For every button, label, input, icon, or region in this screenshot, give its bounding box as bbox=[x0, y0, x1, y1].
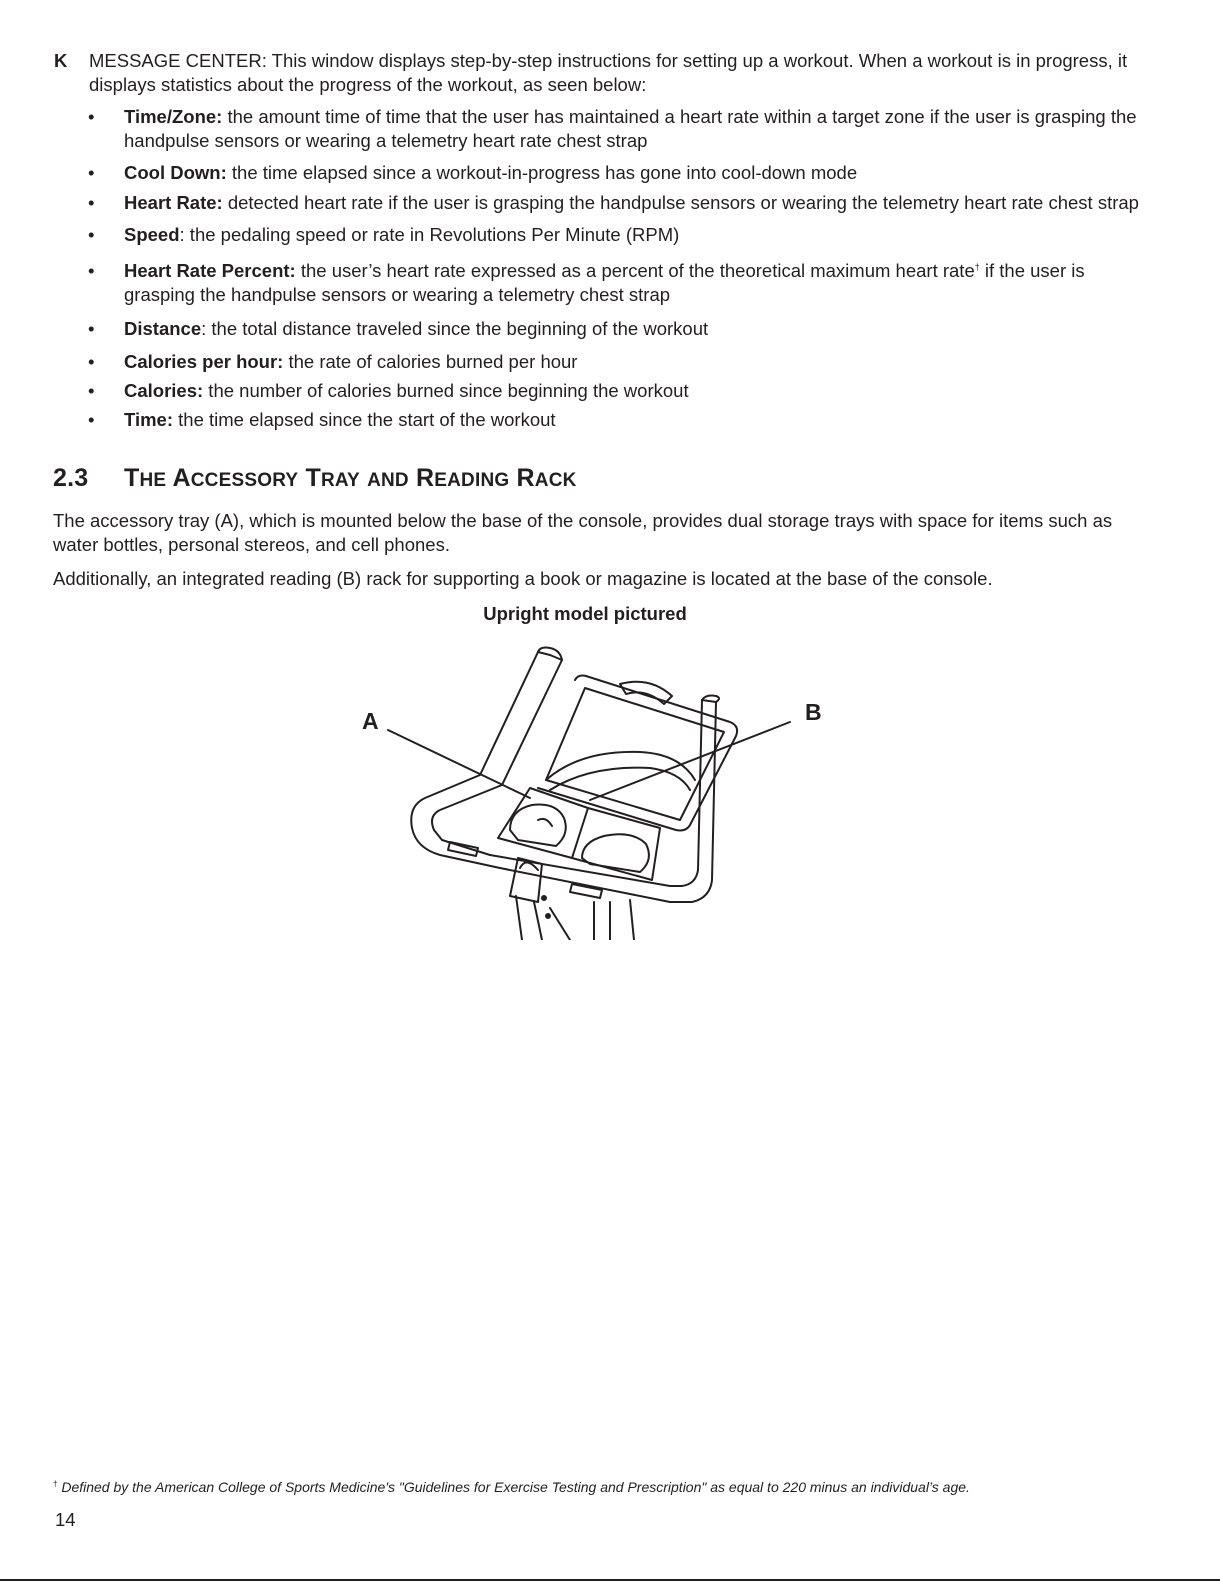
bullet-icon: • bbox=[88, 318, 95, 339]
bullet-icon: • bbox=[88, 162, 95, 183]
list-item-term: Cool Down: bbox=[124, 162, 227, 183]
reading-rack-paragraph: Additionally, an integrated reading (B) rack for supporting a book or magazine is located at the base of the console. bbox=[53, 568, 993, 589]
list-item-speed bbox=[88, 223, 1144, 247]
list-item-text-tail: if the user is grasping the handpulse sensors or wearing a telemetry chest strap bbox=[124, 260, 1085, 305]
label-a: A bbox=[362, 708, 379, 734]
list-item-term: Calories: bbox=[124, 380, 204, 401]
list-item-term: Heart Rate: bbox=[124, 192, 223, 213]
list-item-text: the number of calories burned since beginning the workout bbox=[203, 380, 689, 401]
message-center-section bbox=[54, 49, 1144, 432]
footnote bbox=[53, 1479, 970, 1495]
list-item-term: Time: bbox=[124, 409, 174, 430]
page-number: 14 bbox=[55, 1509, 76, 1530]
list-item-text: detected heart rate if the user is grasping the handpulse sensors or wearing the telemetry heart rate chest strap bbox=[222, 192, 1139, 213]
heading-word: TRAY bbox=[305, 464, 360, 492]
footnote-text: Defined by the American College of Sports Medicine's "Guidelines for Exercise Testing and Prescription" as equal to 220 minus an individual’s age. bbox=[57, 1479, 970, 1495]
list-item-term: Calories per hour: bbox=[124, 351, 284, 372]
list-item-text: the rate of calories burned per hour bbox=[283, 351, 578, 372]
figure-caption: Upright model pictured bbox=[483, 603, 687, 624]
heading-word: AND bbox=[367, 470, 409, 491]
section-heading bbox=[53, 464, 577, 493]
section-number: 2.3 bbox=[53, 464, 89, 492]
heading-word: ACCESSORY bbox=[172, 464, 299, 492]
list-item-text: the user’s heart rate expressed as a percent of the theoretical maximum heart rate bbox=[295, 260, 975, 281]
list-item-text: : the total distance traveled since the beginning of the workout bbox=[201, 318, 709, 339]
list-item-text: the amount time of time that the user has maintained a heart rate within a target zone if the user is grasping the handpulse sensors or wearing a telemetry heart rate chest strap bbox=[124, 106, 1137, 151]
heading-word: THE bbox=[124, 464, 167, 492]
list-item-time bbox=[88, 408, 1144, 432]
list-item-heart-rate-percent bbox=[88, 259, 1144, 307]
bullet-icon: • bbox=[88, 380, 95, 401]
list-item-calories bbox=[88, 379, 1144, 403]
list-item-term: Distance bbox=[124, 318, 202, 339]
bullet-icon: • bbox=[88, 224, 95, 245]
list-item-text: : the pedaling speed or rate in Revolutions Per Minute (RPM) bbox=[179, 224, 680, 245]
list-item-time-zone bbox=[88, 105, 1144, 153]
heading-word: RACK bbox=[516, 464, 577, 492]
heading-word: READING bbox=[416, 464, 510, 492]
bullet-icon: • bbox=[88, 351, 95, 372]
bullet-icon: • bbox=[88, 409, 95, 430]
bullet-icon: • bbox=[88, 106, 95, 127]
list-item-text: the time elapsed since the start of the workout bbox=[173, 409, 556, 430]
accessory-tray-illustration bbox=[350, 640, 850, 940]
list-item-term: Time/Zone: bbox=[124, 106, 223, 127]
footnote-mark: † bbox=[974, 261, 980, 272]
list-item-calories-per-hour bbox=[88, 350, 1144, 374]
message-center-intro: MESSAGE CENTER: This window displays step-by-step instructions for setting up a workout. When a workout is in progress, it displays statistics about the progress of the workout, as seen below: bbox=[89, 50, 1128, 95]
accessory-tray-paragraph: The accessory tray (A), which is mounted below the base of the console, provides dual storage trays with space for items such as water bottles, personal stereos, and cell phones. bbox=[53, 510, 1113, 555]
label-b: B bbox=[805, 699, 822, 725]
list-item-term: Speed bbox=[124, 224, 180, 245]
list-item-term: Heart Rate Percent: bbox=[124, 260, 296, 281]
statistics-list bbox=[54, 105, 1144, 432]
bullet-icon: • bbox=[88, 260, 95, 281]
footnote-mark: † bbox=[53, 1479, 58, 1489]
bottom-rule bbox=[0, 1579, 1220, 1581]
list-item-text: the time elapsed since a workout-in-progress has gone into cool-down mode bbox=[226, 162, 858, 183]
list-item-distance bbox=[88, 317, 1144, 341]
item-letter: K bbox=[54, 50, 68, 71]
bullet-icon: • bbox=[88, 192, 95, 213]
console-drawing-icon bbox=[350, 640, 850, 940]
list-item-cool-down bbox=[88, 161, 1144, 185]
list-item-heart-rate bbox=[88, 191, 1144, 215]
